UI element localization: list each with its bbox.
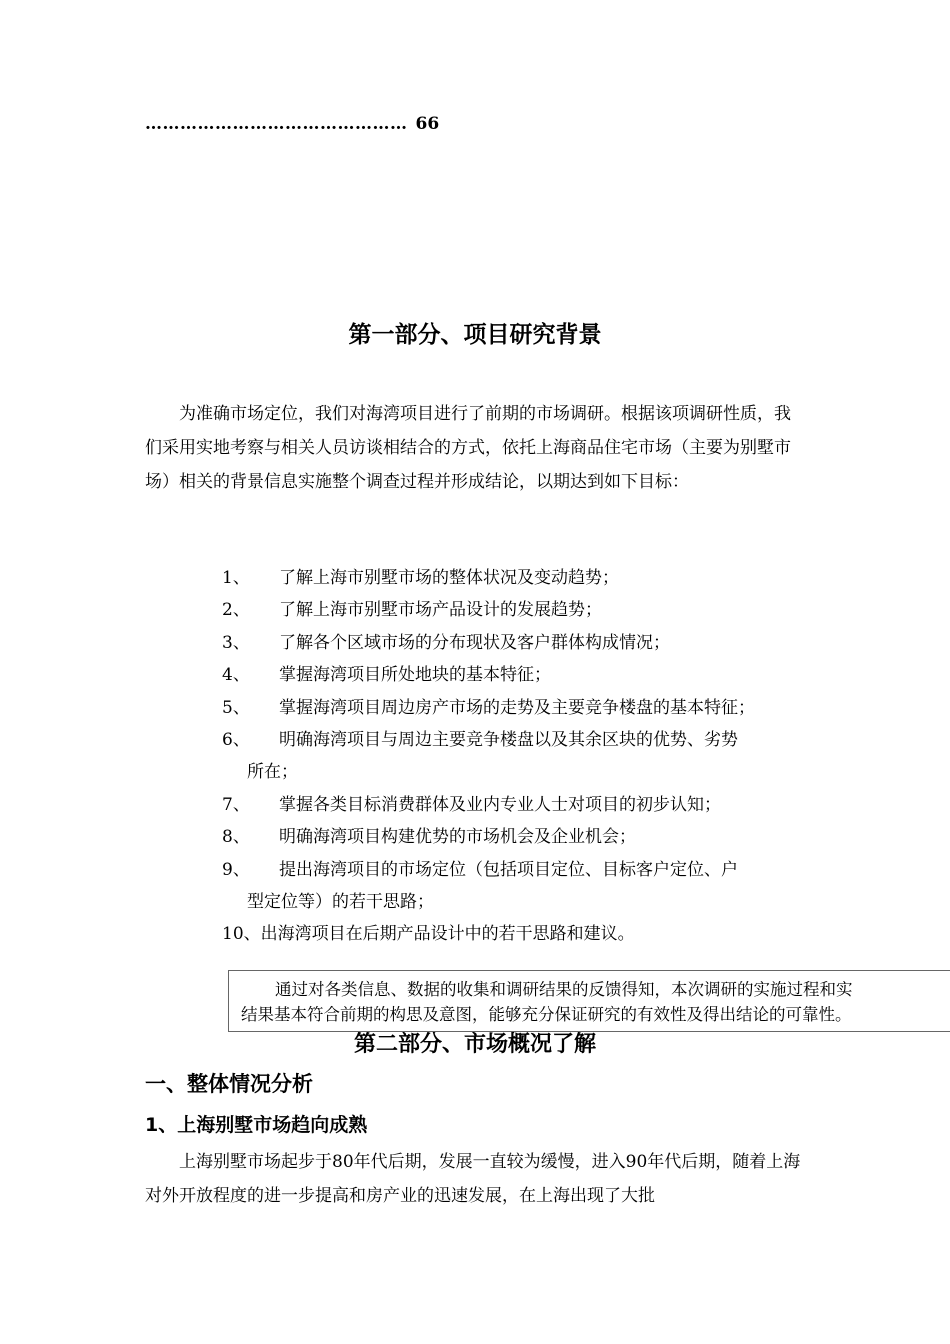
goal-item-10: 10、出海湾项目在后期产品设计中的若干思路和建议。	[222, 924, 635, 945]
part2-body-paragraph: 上海别墅市场起步于80年代后期，发展一直较为缓慢，进入90年代后期，随着上海对外开放程度的进一步提高和房产业的迅速发展，在上海出现了大批	[145, 1152, 801, 1206]
goal-item-1: 1、 了解上海市别墅市场的整体状况及变动趋势；	[222, 568, 619, 588]
goal-item-2: 2、 了解上海市别墅市场产品设计的发展趋势；	[222, 600, 602, 621]
goal-item-6: 6、 明确海湾项目与周边主要竞争楼盘以及其余区块的优势、劣势 所在；	[222, 730, 738, 783]
part1-intro-paragraph: 为准确市场定位，我们对海湾项目进行了前期的市场调研。根据该项调研性质，我们采用实地考察与相关人员访谈相结合的方式，依托上海商品住宅市场（主要为别墅市场）相关的背景信息实施整个调查过程并形成结论，以期达到如下目标：	[145, 404, 791, 492]
part2-title: 第二部分、市场概况了解	[353, 1032, 596, 1057]
callout-line-1: 通过对各类信息、数据的收集和调研结果的反馈得知，本次调研的实施过程和实	[275, 980, 853, 999]
callout-line-2: 结果基本符合前期的构思及意图，能够充分保证研究的有效性及得出结论的可靠性。	[241, 1005, 852, 1024]
goal-item-8: 8、 明确海湾项目构建优势的市场机会及企业机会；	[222, 827, 636, 848]
goals-list	[145, 562, 810, 951]
part1-title: 第一部分、项目研究背景	[348, 322, 602, 348]
conclusion-callout-box	[228, 970, 950, 1032]
toc-page-number: 66	[415, 114, 440, 134]
goal-item-4: 4、 掌握海湾项目所处地块的基本特征；	[222, 665, 551, 686]
toc-entry	[145, 114, 439, 134]
toc-leader-dots: ………………………………………	[145, 114, 408, 134]
section-heading-overall-analysis: 一、整体情况分析	[145, 1072, 313, 1096]
goal-item-9: 9、 提出海湾项目的市场定位（包括项目定位、目标客户定位、户 型定位等）的若干思路；	[222, 859, 738, 913]
subsection-heading-market-maturing: 1、上海别墅市场趋向成熟	[145, 1114, 368, 1136]
goal-item-7: 7、 掌握各类目标消费群体及业内专业人士对项目的初步认知；	[222, 794, 721, 815]
goal-item-5: 5、 掌握海湾项目周边房产市场的走势及主要竞争楼盘的基本特征；	[222, 697, 755, 718]
goal-item-3: 3、 了解各个区域市场的分布现状及客户群体构成情况；	[222, 632, 670, 653]
